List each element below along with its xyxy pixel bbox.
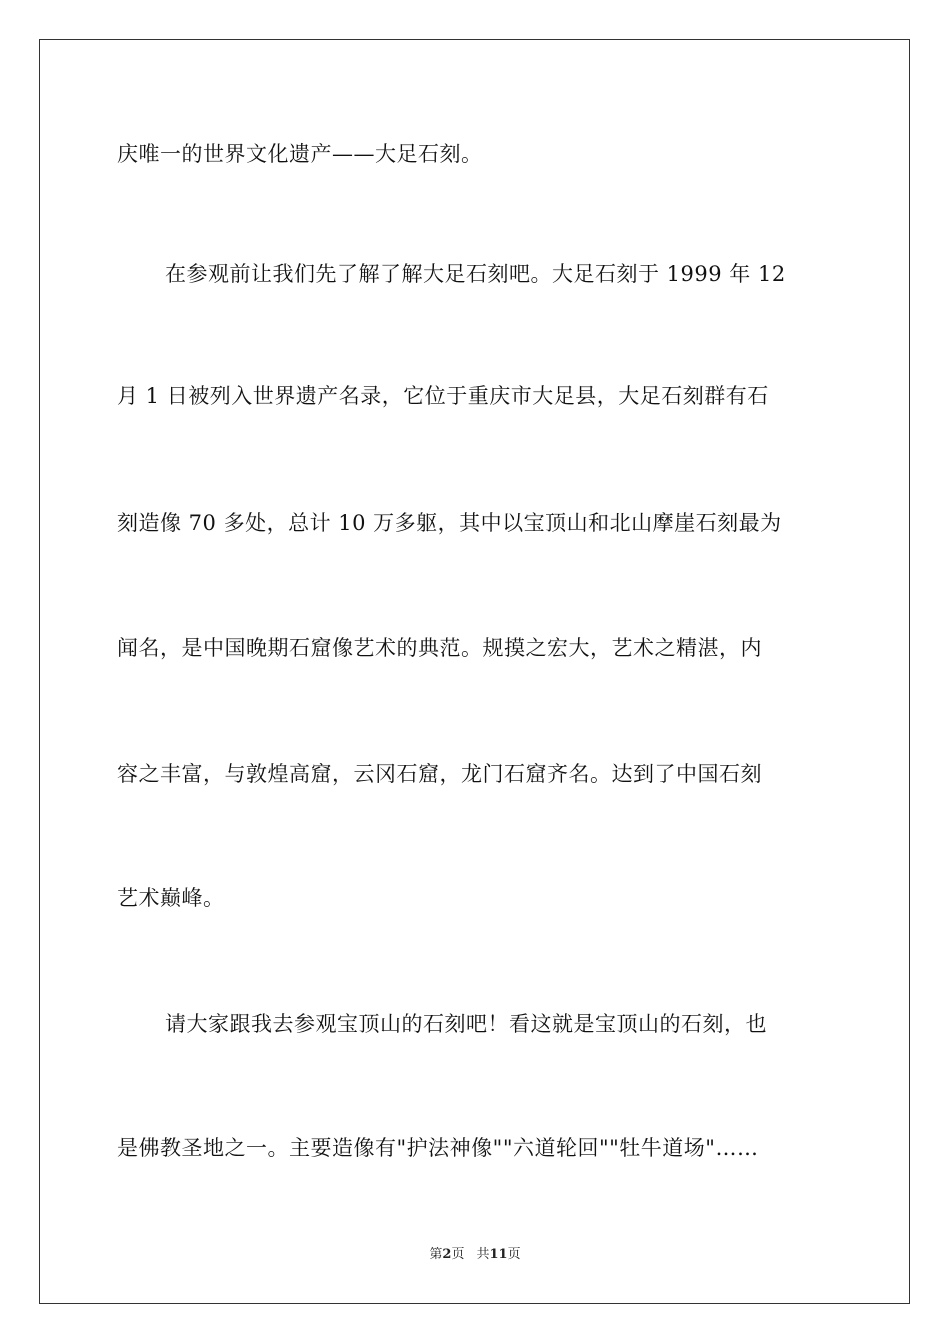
page-footer — [0, 1246, 950, 1264]
paragraph-first-line: 请大家跟我去参观宝顶山的石刻吧！看这就是宝顶山的石刻，也 — [165, 1012, 767, 1036]
text-line: 是佛教圣地之一。主要造像有"护法神像""六道轮回""牡牛道场"…… — [117, 1136, 759, 1160]
text-line: 艺术巅峰。 — [117, 886, 225, 910]
page-suffix: 页 — [451, 1247, 465, 1262]
total-prefix: 共 — [476, 1247, 490, 1262]
total-suffix: 页 — [507, 1247, 521, 1262]
page-border — [39, 39, 910, 1304]
page-number: 2 — [442, 1247, 452, 1262]
text-line: 庆唯一的世界文化遗产——大足石刻。 — [117, 142, 483, 166]
page-prefix: 第 — [429, 1247, 443, 1262]
paragraph-first-line: 在参观前让我们先了解了解大足石刻吧。大足石刻于 1999 年 12 — [165, 262, 786, 286]
text-line: 刻造像 70 多处，总计 10 万多躯，其中以宝顶山和北山摩崖石刻最为 — [117, 511, 782, 535]
text-line: 容之丰富，与敦煌高窟，云冈石窟，龙门石窟齐名。达到了中国石刻 — [117, 762, 762, 786]
text-line: 闻名，是中国晚期石窟像艺术的典范。规摸之宏大，艺术之精湛，内 — [117, 636, 762, 660]
total-pages: 11 — [489, 1247, 508, 1262]
text-line: 月 1 日被列入世界遗产名录，它位于重庆市大足县，大足石刻群有石 — [117, 384, 769, 408]
